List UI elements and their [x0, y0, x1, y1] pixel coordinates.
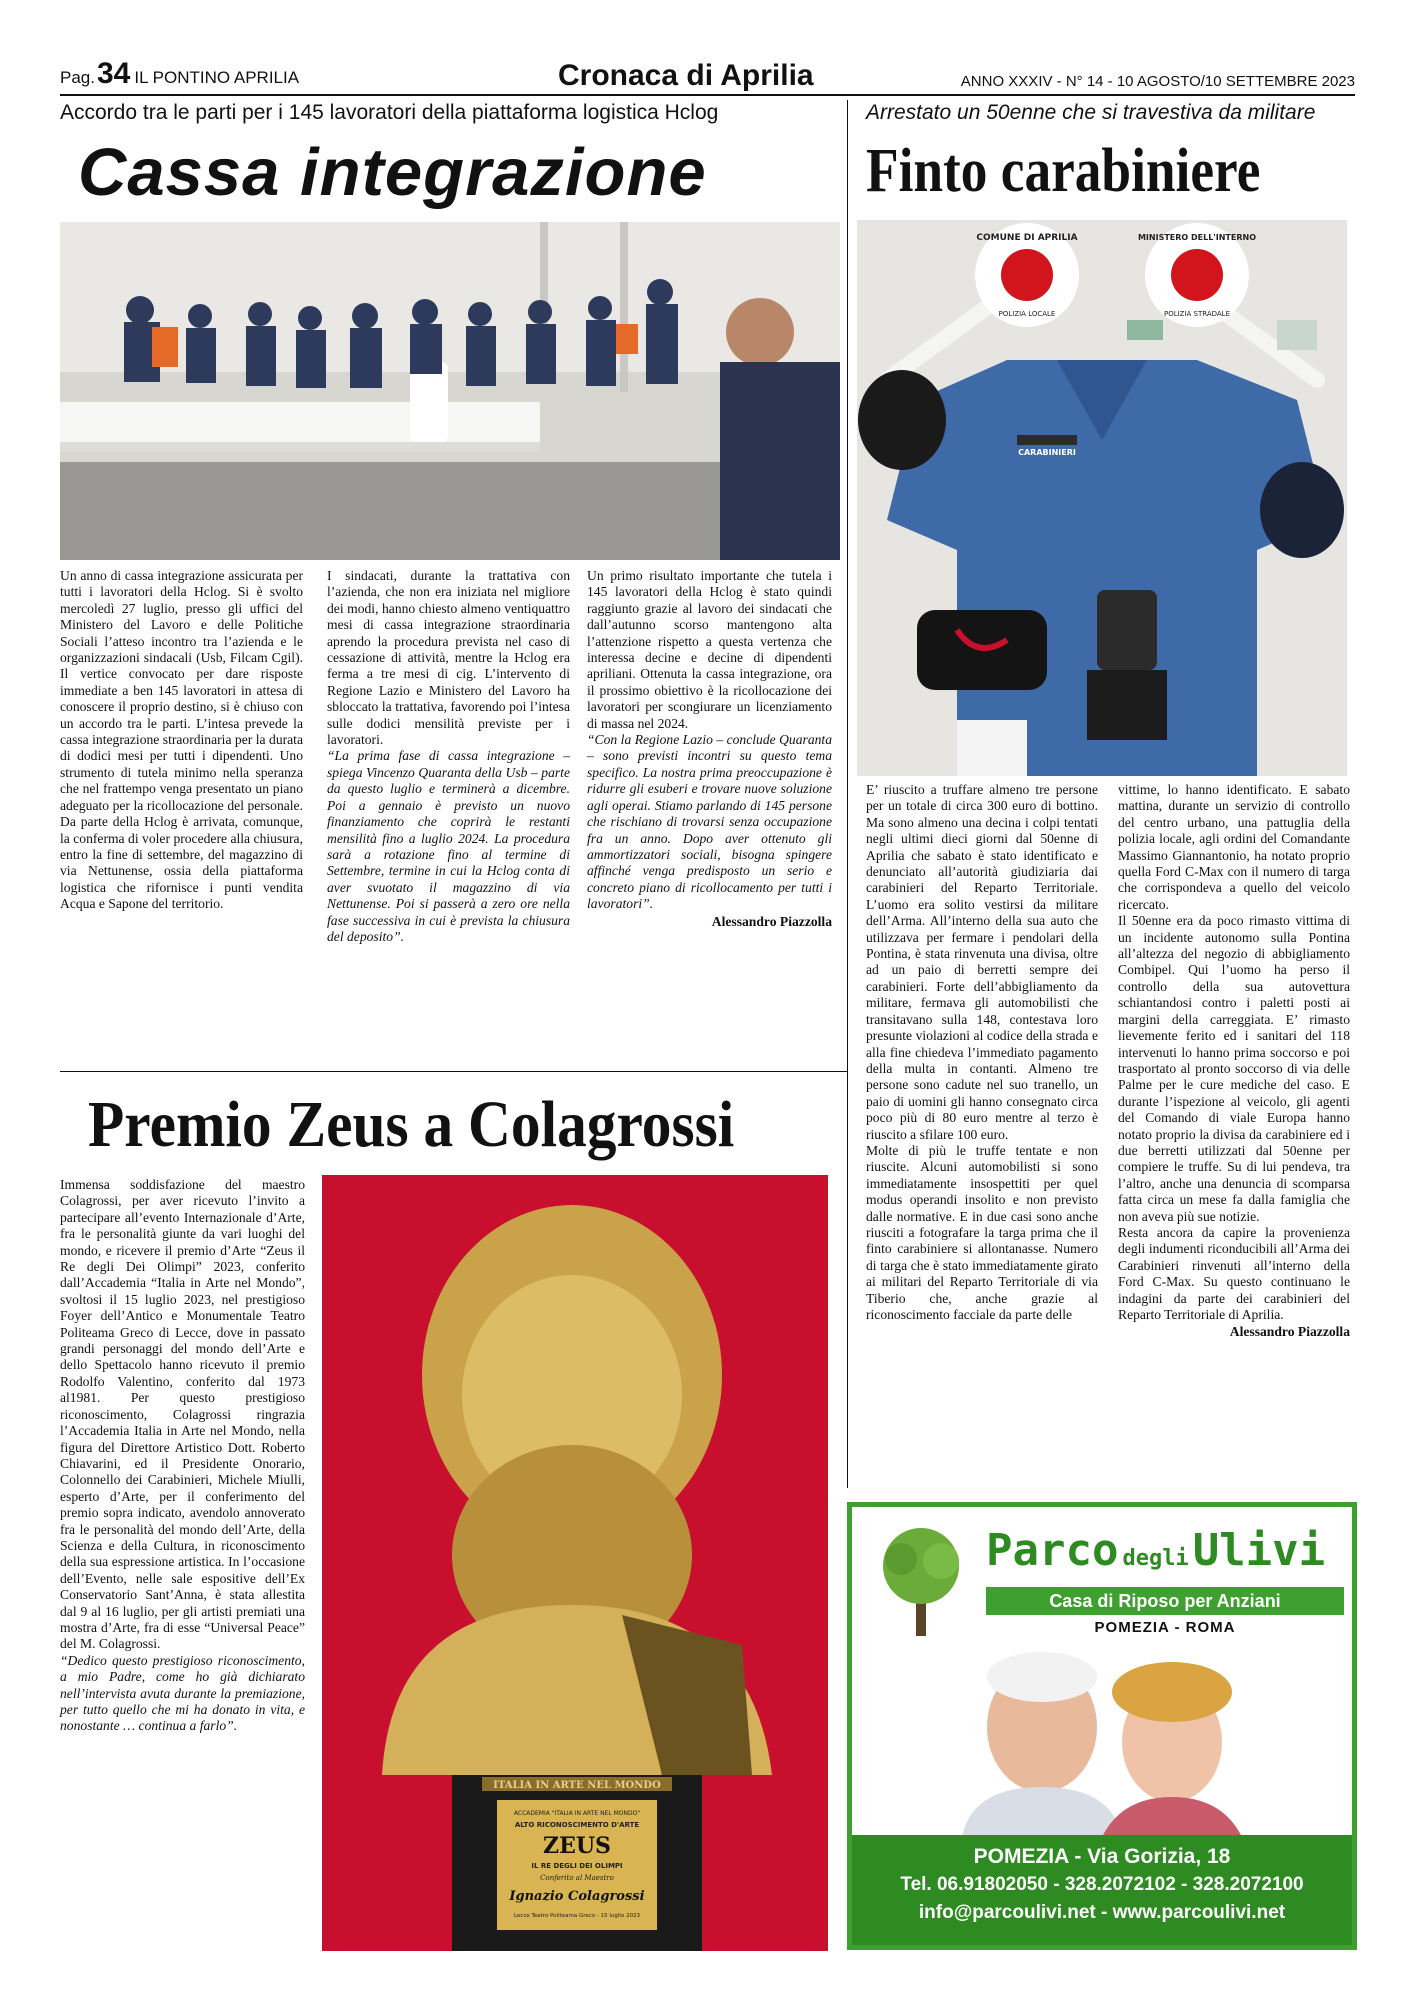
ad-address: POMEZIA - Via Gorizia, 18 — [973, 1845, 1231, 1868]
plate-line-3: IL RE DEGLI DEI OLIMPI — [531, 1862, 623, 1870]
ad-contacts[interactable]: info@parcoulivi.net - www.parcoulivi.net — [918, 1902, 1286, 1923]
paddle-left-text: COMUNE DI APRILIA — [976, 233, 1078, 243]
ad-footer — [852, 1835, 1352, 1945]
plate-line-4: Conferito al Maestro — [540, 1874, 614, 1882]
article2-headline: Finto carabiniere — [866, 137, 1261, 205]
article1-kicker: Accordo tra le parti per i 145 lavoratori della piattaforma logistica Hclog — [60, 101, 719, 124]
article1-column-1: Un anno di cassa integrazione assicurata per tutti i lavoratori della Hclog. Si è svolto mercoledì 27 luglio, presso gli uffici del Ministero del Lavoro e delle Politiche Sociali l’atteso incontro tra l’azienda e le organizzazioni sindacali (Usb, Filcam Cgil). Il vertice convocato per dare risposte immediate a ben 145 lavoratori in attesa di conoscere il proprio destino, si è chiuso con un accordo tra le parti. L’intesa prevede la cassa integrazione straordinaria per la durata di dodici mesi per tutti i dipendenti. Uno strumento di tutela minimo nella speranza che nel frattempo venga presentato un piano adeguato per la ricollocazione del personale. Da parte della Hclog è arrivata, comunque, la conferma di voler procedere alla chiusura, entro la fine di settembre, del magazzino di via Nettunense, ossia della piattaforma logistica che rifornisce i punti vendita Acqua e Sapone del territorio. — [60, 568, 303, 912]
fake-carabiniere-evidence-photo — [857, 220, 1347, 776]
paddle-right-sub: POLIZIA STRADALE — [1163, 310, 1231, 318]
workers-meeting-photo — [60, 222, 840, 560]
article1-headline: Cassa integrazione — [78, 135, 707, 210]
publication-name: IL PONTINO APRILIA — [134, 68, 300, 87]
page-label: Pag.34 IL PONTINO APRILIA — [60, 57, 300, 90]
plate-line-1: ACCADEMIA "ITALIA IN ARTE NEL MONDO" — [513, 1810, 641, 1817]
article1-byline: Alessandro Piazzolla — [711, 913, 832, 929]
ad-location: POMEZIA - ROMA — [1094, 1619, 1236, 1636]
article2-column-2: vittime, lo hanno identificato. E sabato mattina, durante un servizio di controllo del centro urbano, una pattuglia della polizia locale, agli ordini del Comandante Massimo Giannantonio, ha notato proprio quella Ford C-Max con il numero di targa che corrispondeva a quello del veicolo ricercato. Il 50enne era da poco rimasto vittima di un incidente autonomo sulla Pontina all’altezza del negozio di abbigliamento Combipel. Qui l’uomo ha perso il controllo della sua autovettura schiantandosi contro i paletti posti ai margini della carreggiata. E’ rimasto lievemente ferito ed i sanitari del 118 intervenuti lo hanno prima soccorso e poi trasportato al pronto soccorso di via delle Palme per le cure mediche del caso. E durante l’ispezione al veicolo, gli agenti del Comando di viale Europa hanno notato proprio la divisa da carabiniere ed i due berretti utilizzati dal 50enne per compiere le truffe. Su di lui pendeva, tra l’altro, anche una denuncia di scomparsa fatta circa un mese fa dalla famiglia che non aveva più sue notizie. Resta ancora da capire la provenienza degli indumenti riconducibili all’Arma dei Carabinieri rinvenuti all’interno della Ford C-Max. Su questo continuano le indagini da parte dei carabinieri del Reparto Territoriale di Aprilia. Alessandro Piazzolla — [1118, 782, 1350, 1340]
section-divider — [60, 1071, 847, 1072]
olive-tree-icon — [866, 1521, 976, 1641]
article2-kicker: Arrestato un 50enne che si travestiva da militare — [866, 101, 1316, 124]
article3-column: Immensa soddisfazione del maestro Colagrossi, per aver ricevuto l’invito a partecipare all’evento Internazionale d’Arte, fra le personalità giunte da vari luoghi del mondo, e ricevere il premio d’Arte “Zeus il Re degli Dei Olimpi” 2023, conferito dall’Accademia “Italia in Arte nel Mondo”, svoltosi il 15 luglio 2023, nel prestigioso Foyer dell’Antico e Monumentale Teatro Politeama Greco di Lecce, dove in passato grandi personaggi del mondo dell’Arte e dello Spettacolo hanno ricevuto il premio Rodolfo Valentino, conferito dal 1973 al1981. Per questo prestigioso riconoscimento, Colagrossi ringrazia l’Accademia Italia in Arte nel Mondo, nella figura del Direttore Artistico Dott. Roberto Chiavarini, ed il Presidente Onorario, Colonnello dei Carabinieri, Michele Miulli, esperto d’Arte, per il conferimento del premio sopra indicato, avendolo annoverato fra le personalità del mondo dell’Arte, della Scienza e della Cultura, in riconoscimento della sua espressione artistica. In l’occasione dell’Evento, nelle sale espositive dell’Ex Conservatorio Sant’Anna, è stata allestita dal 9 al 16 luglio, per gli artisti premiati una mostra d’Arte, fra di esse “Universal Peace” del M. Colagrossi. “Dedico questo prestigioso riconoscimento, a mio Padre, come ho già dichiarato nell’intervista avuta durante la premiazione, per tutto quello che mi ha donato in vita, e nonostante … continua a farlo”. — [60, 1177, 305, 1734]
trophy-band-text: ITALIA IN ARTE NEL MONDO — [493, 1780, 661, 1791]
article2-column-1: E’ riuscito a truffare almeno tre persone per un totale di circa 300 euro di bottino. Ma sono almeno una decina i colpi tentati negli ultimi dieci giorni dal 50enne di Aprilia che sabato è stato identificato e denunciato all’autorità giudiziaria dai carabinieri del Reparto Territoriale. L’uomo era solito vestirsi da militare dell’Arma. All’interno della sua auto che utilizzava per fermare i pendolari della Pontina, è stata rinvenuta una divisa, oltre ad un paio di berretti sempre dei carabinieri. Forte dell’abbigliamento da militare, fermava gli automobilisti che transitavano sulla 148, contestava loro presunte violazioni al codice della strada e alla fine chiedeva l’immediato pagamento della multa in contanti. Almeno tre persone sono cadute nel suo tranello, un paio di uomini gli hanno consegnato circa poco più di 80 euro mentre al terzo è riuscito a sfilare 100 euro. Molte di più le truffe tentate e non riuscite. Alcuni automobilisti si sono immediatamente insospettiti per quel modus operandi insolito e non previsto dalle normative. E in due casi sono anche riusciti a fotografare la targa prima che il finto carabiniere si allontanasse. Numero di targa che è stato immediatamente girato ai militari del Reparto Territoriale di via Tiberio che, anche grazie al riconoscimento facciale da parte delle — [866, 782, 1098, 1322]
column-divider — [847, 100, 848, 1488]
issue-info: ANNO XXXIV - N° 14 - 10 AGOSTO/10 SETTEMBRE 2023 — [960, 73, 1355, 90]
page-number: 34 — [96, 57, 131, 90]
plate-title: ZEUS — [543, 1833, 611, 1859]
section-title: Cronaca di Aprilia — [558, 59, 814, 92]
ad-brand: Parco degliUlivi — [986, 1525, 1326, 1576]
article2-byline: Alessandro Piazzolla — [1229, 1324, 1350, 1340]
parco-ulivi-ad[interactable] — [847, 1502, 1357, 1950]
ad-phones: Tel. 06.91802050 - 328.2072102 - 328.2072100 — [900, 1874, 1304, 1895]
page-header — [60, 57, 1355, 96]
zeus-trophy-photo — [322, 1175, 828, 1951]
ad-subtitle: Casa di Riposo per Anziani — [986, 1587, 1344, 1615]
article1-column-3: Un primo risultato importante che tutela i 145 lavoratori della Hclog è stato quindi raggiunto grazie al lavoro dei sindacati che dall’autunno scorso mantengono alta l’attenzione rispetto a questa vertenza che interessa decine e decine di dipendenti apriliani. Ottenuta la cassa integrazione, ora il prossimo obiettivo è la ricollocazione dei lavoratori per scongiurare un licenziamento di massa nel 2024. “Con la Regione Lazio – conclude Quaranta – sono previsti incontri su questo tema specifico. La nostra prima preoccupazione è ridurre gli esuberi e trovare nuove soluzione agli operai. Stiamo parlando di 145 persone che rischiano di trovarsi senza occupazione fra un anno. Dopo aver ottenuto gli ammortizzatori sociali, bisogna spingere affinché venga predisposto un serio e concreto piano di ricollocamento per tutti i lavoratori”. Alessandro Piazzolla — [587, 568, 832, 929]
plate-line-2: ALTO RICONOSCIMENTO D'ARTE — [514, 1821, 640, 1829]
plate-name: Ignazio Colagrossi — [509, 1889, 645, 1904]
article1-column-2: I sindacati, durante la trattativa con l’azienda, che non era iniziata nel migliore dei modi, hanno chiesto almeno ventiquattro mesi di cassa integrazione straordinaria aprendo la procedura prevista nel caso di cessazione di attività, mentre la Hclog era ferma a tre mesi di cig. L’intervento di Regione Lazio e Ministero del Lavoro ha sbloccato la trattativa, favorendo poi l’intesa sulle dodici mensilità previste per i lavoratori. “La prima fase di cassa integrazione – spiega Vincenzo Quaranta della Usb – parte da questo luglio e terminerà a dicembre. Poi a gennaio è previsto un nuovo finanziamento che coprirà le restanti mensilità fino a luglio 2024. La procedura sarà a rotazione fino al termine di Settembre, termine in cui la Hclog conta di aver svuotato il magazzino di via Nettunense. Poi si passerà a zero ore nella fase successiva in cui è prevista la chiusura del deposito”. — [327, 568, 570, 944]
shirt-tag: CARABINIERI — [1018, 448, 1076, 457]
elderly-couple-photo — [922, 1647, 1282, 1837]
plate-line-5: Lecce Teatro Politeama Greco - 15 luglio 2023 — [513, 1913, 641, 1919]
article3-headline: Premio Zeus a Colagrossi — [88, 1088, 735, 1161]
paddle-left-sub: POLIZIA LOCALE — [998, 310, 1056, 318]
paddle-right-text: MINISTERO DELL'INTERNO — [1137, 233, 1257, 242]
